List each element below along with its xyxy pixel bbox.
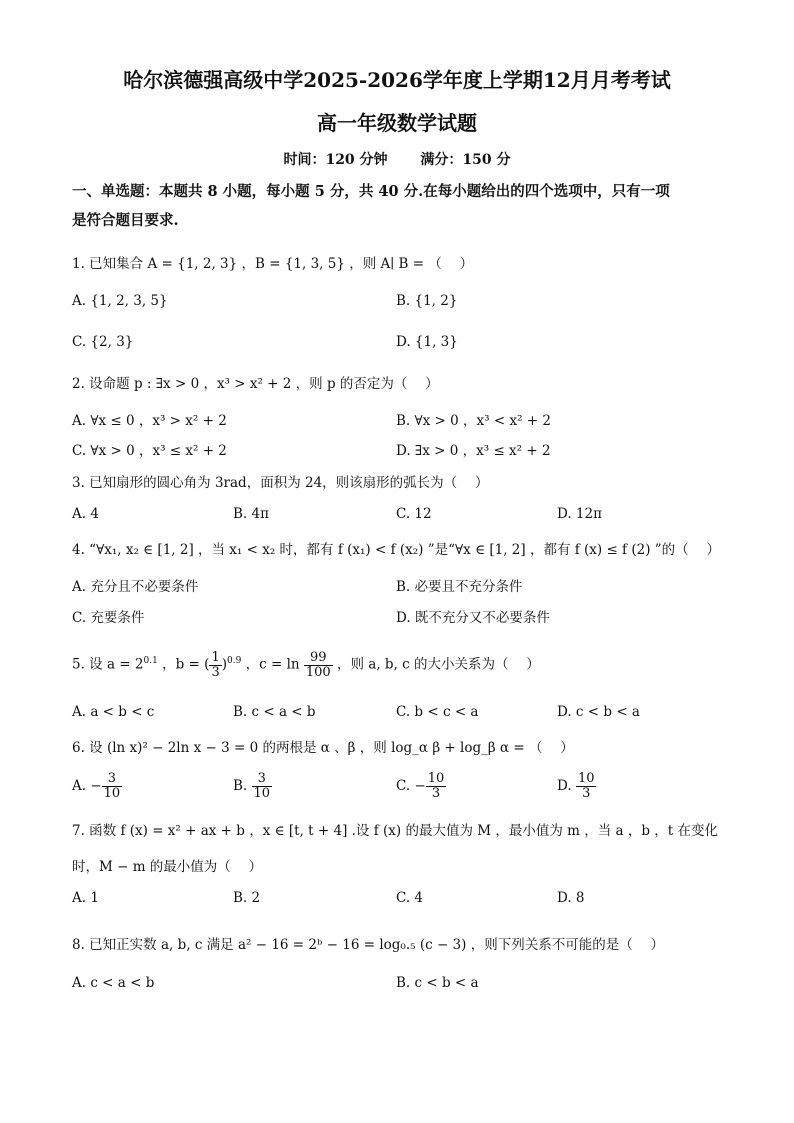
question-3-stem: 3. 已知扇形的圆心角为 3rad，面积为 24，则该扇形的弧长为（ ）: [72, 475, 489, 491]
question-5-option-b: B. c < a < b: [233, 704, 316, 720]
question-1-option-b: B. {1, 2}: [396, 293, 458, 309]
q6c-num: 10: [427, 771, 445, 786]
question-5-option-d: D. c < b < a: [557, 704, 640, 720]
question-6-option-d: [557, 772, 596, 801]
q5-exp-b: 0.9: [227, 656, 242, 666]
q5-frac-c-num: 99: [304, 651, 333, 666]
question-7-option-b: B. 2: [233, 890, 261, 906]
q6d-den: 3: [582, 786, 591, 801]
question-5-option-c: C. b < c < a: [396, 704, 479, 720]
q6a-label: A.: [72, 778, 87, 794]
question-3-option-b: B. 4π: [233, 506, 269, 522]
q6d-num: 10: [577, 771, 595, 786]
exam-subtitle: 高一年级数学试题: [317, 111, 477, 135]
question-5-stem: [72, 647, 540, 680]
q6b-frac: [252, 772, 273, 801]
q6b-den: 10: [253, 786, 271, 801]
question-6-option-b: [233, 772, 272, 801]
question-7-stem-line1: 7. 函数 f (x) = x² + ax + b ，x ∈ [t, t + 4] .设 f (x) 的最大值为 M ，最小值为 m ，当 a ，b ，t 在变化: [72, 823, 719, 839]
q6a-frac: [102, 772, 123, 801]
q5-mid1: ，b = (: [157, 656, 210, 673]
question-2-option-c: C. ∀x > 0 ，x³ ≤ x² + 2: [72, 443, 227, 459]
exam-title: 哈尔滨德强高级中学2025-2026学年度上学期12月月考考试: [123, 68, 671, 92]
q5-prefix: 5. 设 a = 2: [72, 656, 144, 673]
q5-frac-b-num: 1: [211, 649, 220, 665]
q6a-den: 10: [103, 786, 121, 801]
question-1-option-c: C. {2, 3}: [72, 334, 134, 350]
q5-frac-b: [209, 651, 221, 680]
question-8-option-b: B. c < b < a: [396, 975, 479, 991]
q6b-num: 3: [252, 772, 273, 787]
question-2-stem: 2. 设命题 p : ∃x > 0 ，x³ > x² + 2 ，则 p 的否定为（ ）: [72, 376, 439, 392]
question-5-option-a: A. a < b < c: [72, 704, 155, 720]
q5-frac-c: [304, 651, 333, 680]
question-2-option-b: B. ∀x > 0 ，x³ < x² + 2: [396, 413, 551, 429]
question-8-option-a: A. c < a < b: [72, 975, 155, 991]
q5-mid2: ): [221, 656, 227, 673]
question-2-option-a: A. ∀x ≤ 0 ，x³ > x² + 2: [72, 413, 227, 429]
q6b-label: B.: [233, 778, 248, 794]
question-2-option-d: D. ∃x > 0 ，x³ ≤ x² + 2: [396, 443, 551, 459]
question-3-option-a: A. 4: [72, 506, 99, 522]
question-4-option-c: C. 充要条件: [72, 610, 145, 626]
question-6-option-c: [396, 772, 446, 801]
q6a-sign: −: [90, 778, 102, 794]
question-1-stem: 1. 已知集合 A = {1, 2, 3} ，B = {1, 3, 5} ，则 A∣ B = （ ）: [72, 256, 474, 272]
question-4-stem: 4. “∀x₁, x₂ ∈ [1, 2] ，当 x₁ < x₂ 时，都有 f (x₁) < f (x₂) ”是“∀x ∈ [1, 2] ，都有 f (x) ≤ f (2) ”的（ ）: [72, 542, 720, 558]
q5-exp-a: 0.1: [143, 656, 158, 666]
question-4-option-d: D. 既不充分又不必要条件: [396, 610, 550, 626]
q6c-frac: [426, 772, 447, 801]
exam-info: 时间：120 分钟 满分：150 分: [283, 152, 511, 168]
q6c-sign: −: [414, 778, 426, 794]
question-6-stem: 6. 设 (ln x)² − 2ln x − 3 = 0 的两根是 α 、β ，则 log_α β + log_β α = （ ）: [72, 740, 574, 756]
q5-frac-b-den: 3: [211, 664, 220, 680]
question-7-option-d: D. 8: [557, 890, 585, 906]
question-1-option-a: A. {1, 2, 3, 5}: [72, 293, 168, 309]
q6d-frac: [576, 772, 597, 801]
question-4-option-b: B. 必要且不充分条件: [396, 579, 523, 595]
section-heading-line2: 是符合题目要求.: [72, 212, 179, 229]
q6d-label: D.: [557, 778, 572, 794]
question-7-option-c: C. 4: [396, 890, 424, 906]
question-7-stem-line2: 时，M − m 的最小值为（ ）: [72, 859, 263, 875]
question-7-option-a: A. 1: [72, 890, 99, 906]
q5-frac-c-den: 100: [305, 664, 331, 680]
q5-mid3: ，c = ln: [241, 656, 304, 673]
question-6-option-a: [72, 772, 122, 801]
question-3-option-d: D. 12π: [557, 506, 602, 522]
question-8-stem: 8. 已知正实数 a, b, c 满足 a² − 16 = 2ᵇ − 16 = log₀.₅ (c − 3) ，则下列关系不可能的是（ ）: [72, 937, 664, 953]
section-heading-line1: 一、单选题：本题共 8 小题，每小题 5 分，共 40 分.在每小题给出的四个选项中，只有一项: [72, 183, 670, 200]
q6a-num: 3: [102, 772, 123, 787]
q6c-den: 3: [431, 786, 441, 801]
q6c-label: C.: [396, 778, 411, 794]
question-4-option-a: A. 充分且不必要条件: [72, 579, 199, 595]
question-3-option-c: C. 12: [396, 506, 432, 522]
question-1-option-d: D. {1, 3}: [396, 334, 458, 350]
q5-suffix: ，则 a, b, c 的大小关系为（ ）: [332, 656, 540, 673]
